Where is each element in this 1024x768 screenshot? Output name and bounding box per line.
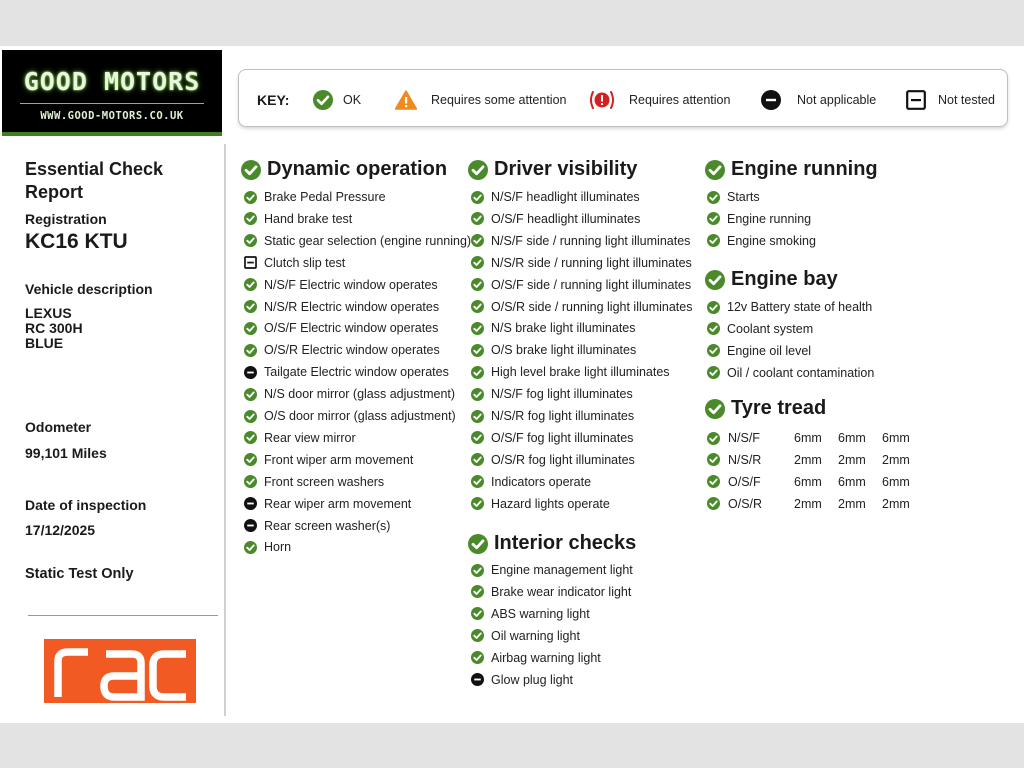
check-item <box>471 210 640 228</box>
ok-icon <box>244 410 257 423</box>
section-heading <box>705 158 878 181</box>
ok-icon <box>707 497 720 510</box>
check-item-label: Static gear selection (engine running) <box>264 233 472 248</box>
check-item <box>244 341 440 359</box>
ok-icon <box>707 212 720 225</box>
check-item-label: O/S/F Electric window operates <box>264 321 439 336</box>
check-item <box>471 298 692 316</box>
check-item-label: Rear screen washer(s) <box>264 518 391 533</box>
check-item-label: Horn <box>264 540 292 555</box>
check-item <box>244 517 390 535</box>
check-item <box>244 363 449 381</box>
ok-icon <box>244 431 257 444</box>
check-item-label: ABS warning light <box>491 606 590 621</box>
ok-icon <box>471 278 484 291</box>
panel-separator <box>28 615 218 616</box>
vehicle-description-label: Vehicle description <box>25 281 153 297</box>
vehicle-colour: BLUE <box>25 335 64 351</box>
tyre-tread-row <box>707 495 926 513</box>
check-item <box>471 561 633 579</box>
check-item <box>244 538 291 556</box>
check-item-label: Oil warning light <box>491 628 580 643</box>
check-item <box>471 495 610 513</box>
check-item-label: O/S/F side / running light illuminates <box>491 277 692 292</box>
not-applicable-icon <box>244 497 257 510</box>
key-not-applicable-label: Not applicable <box>797 93 877 107</box>
tread-depth: 6mm <box>838 431 866 445</box>
check-item <box>471 583 631 601</box>
ok-icon <box>471 453 484 466</box>
check-item-label: 12v Battery state of health <box>727 300 873 314</box>
section-title: Dynamic operation <box>267 158 448 180</box>
check-item-label: N/S/R side / running light illuminates <box>491 255 692 270</box>
not-tested-icon <box>906 90 926 110</box>
ok-icon <box>244 212 257 225</box>
check-item-label: Rear wiper arm movement <box>264 496 412 511</box>
check-item-label: Clutch slip test <box>264 255 346 270</box>
rac-logo <box>44 639 196 703</box>
section-title: Driver visibility <box>494 158 638 180</box>
check-item-label: N/S/F headlight illuminates <box>491 190 640 204</box>
ok-icon <box>468 534 488 554</box>
section-title: Engine bay <box>731 268 838 290</box>
warning-icon <box>395 90 417 110</box>
logo-title: GOOD MOTORS <box>23 67 201 96</box>
ok-icon <box>471 564 484 577</box>
ok-icon <box>707 301 720 314</box>
check-item <box>707 210 811 228</box>
check-item <box>244 407 456 425</box>
check-item-label: Front wiper arm movement <box>264 452 414 467</box>
ok-icon <box>707 322 720 335</box>
ok-icon <box>471 497 484 510</box>
check-item-label: Engine management light <box>491 563 633 577</box>
tread-depth: 6mm <box>882 431 910 445</box>
report-sheet <box>0 46 1024 723</box>
odometer-value: 99,101 Miles <box>25 445 107 461</box>
tread-depth: 2mm <box>794 496 822 511</box>
alert-icon <box>589 89 615 111</box>
registration-label: Registration <box>25 211 107 227</box>
ok-icon <box>241 160 261 180</box>
ok-icon <box>471 322 484 335</box>
check-item-label: Brake wear indicator light <box>491 584 632 599</box>
check-item-label: Coolant system <box>727 321 814 336</box>
ok-icon <box>244 475 257 488</box>
check-item-label: N/S/R fog light illuminates <box>491 409 635 423</box>
check-item <box>471 385 633 403</box>
check-item <box>471 671 573 689</box>
tread-depth: 6mm <box>794 474 822 489</box>
ok-icon <box>471 300 484 313</box>
tread-depth: 2mm <box>838 452 866 467</box>
check-item <box>471 341 636 359</box>
check-item-label: Indicators operate <box>491 474 592 489</box>
key-item-alert <box>589 89 730 111</box>
key-item-not-tested <box>906 89 995 111</box>
check-item <box>707 232 816 250</box>
ok-icon <box>707 453 720 466</box>
check-item <box>244 210 352 228</box>
check-item-label: High level brake light illuminates <box>491 365 670 380</box>
check-item <box>707 188 760 206</box>
ok-icon <box>468 160 488 180</box>
section-heading <box>468 158 637 181</box>
check-item <box>471 363 670 381</box>
section-title: Engine running <box>731 158 878 180</box>
key-item-warning <box>395 89 567 111</box>
key-ok-label: OK <box>343 93 362 107</box>
static-test-note: Static Test Only <box>25 566 134 582</box>
check-item-label: O/S/R Electric window operates <box>264 343 440 358</box>
column-divider <box>224 144 226 716</box>
ok-icon <box>244 191 257 204</box>
check-item <box>471 649 601 667</box>
ok-icon <box>471 585 484 598</box>
section-title: Tyre tread <box>731 397 827 419</box>
tyre-position: O/S/F <box>728 474 761 489</box>
check-item-label: Starts <box>727 190 760 204</box>
ok-icon <box>707 191 720 204</box>
check-item-label: Hand brake test <box>264 211 353 226</box>
tread-depth: 6mm <box>794 431 822 445</box>
key-not-tested-label: Not tested <box>938 93 995 107</box>
check-item-label: Engine running <box>727 211 812 226</box>
vehicle-model: RC 300H <box>25 320 83 336</box>
logo-rule <box>20 103 204 104</box>
tread-depth: 2mm <box>838 496 866 511</box>
check-item <box>471 429 633 447</box>
ok-icon <box>244 322 257 335</box>
check-item-label: N/S door mirror (glass adjustment) <box>264 387 456 402</box>
registration-value: KC16 KTU <box>25 230 128 253</box>
tread-depth: 2mm <box>794 452 822 467</box>
check-item <box>707 298 872 316</box>
check-item <box>471 254 692 272</box>
key-warning-label: Requires some attention <box>431 93 567 107</box>
check-item <box>244 495 411 513</box>
ok-icon <box>471 344 484 357</box>
section-heading <box>241 158 447 181</box>
ok-icon <box>705 270 725 290</box>
check-item-label: Oil / coolant contamination <box>727 365 875 380</box>
check-item-label: N/S/R Electric window operates <box>264 299 440 314</box>
key-item-ok <box>313 89 361 111</box>
check-item-label: O/S brake light illuminates <box>491 343 637 358</box>
check-item <box>244 298 439 316</box>
check-item <box>471 407 634 425</box>
ok-icon <box>707 366 720 379</box>
tyre-position: N/S/F <box>728 431 760 445</box>
check-item <box>244 254 345 272</box>
check-item <box>471 627 580 645</box>
section-title: Interior checks <box>494 532 637 554</box>
check-item <box>471 319 636 337</box>
ok-icon <box>705 160 725 180</box>
check-item-label: Engine smoking <box>727 233 816 248</box>
check-item <box>244 276 438 294</box>
check-item-label: N/S brake light illuminates <box>491 321 636 336</box>
ok-icon <box>471 191 484 204</box>
check-item <box>244 451 413 469</box>
ok-icon <box>471 410 484 423</box>
check-item <box>244 473 384 491</box>
check-item <box>244 385 455 403</box>
ok-icon <box>471 234 484 247</box>
check-item <box>707 320 813 338</box>
key-alert-label: Requires attention <box>629 93 731 107</box>
check-item-label: N/S/F fog light illuminates <box>491 387 633 402</box>
check-item <box>244 232 471 250</box>
section-heading <box>705 268 838 291</box>
ok-icon <box>471 212 484 225</box>
check-item <box>471 276 691 294</box>
good-motors-logo <box>2 50 222 136</box>
tyre-tread-row <box>707 473 926 491</box>
tread-depth: 2mm <box>882 452 910 467</box>
ok-icon <box>707 234 720 247</box>
check-item-label: Tailgate Electric window operates <box>264 365 449 380</box>
tread-depth: 6mm <box>882 474 910 489</box>
tread-depth: 6mm <box>838 474 866 489</box>
ok-icon <box>244 300 257 313</box>
ok-icon <box>707 475 720 488</box>
ok-icon <box>244 453 257 466</box>
inspection-date-label: Date of inspection <box>25 497 147 513</box>
ok-icon <box>471 629 484 642</box>
check-item <box>471 232 690 250</box>
check-item-label: O/S/R side / running light illuminates <box>491 299 693 314</box>
ok-icon <box>471 366 484 379</box>
check-item-label: O/S/F fog light illuminates <box>491 430 634 445</box>
logo-accent-bar <box>2 132 222 136</box>
key-label: KEY: <box>257 92 290 108</box>
inspection-date-value: 17/12/2025 <box>25 522 96 538</box>
ok-icon <box>705 399 725 419</box>
check-item-label: N/S/F side / running light illuminates <box>491 233 691 248</box>
tyre-tread-row <box>707 451 926 469</box>
check-item-label: Brake Pedal Pressure <box>264 190 386 204</box>
tread-depth: 2mm <box>882 496 910 511</box>
not-applicable-icon <box>244 519 257 532</box>
check-item-label: O/S/F headlight illuminates <box>491 211 641 226</box>
ok-icon <box>244 234 257 247</box>
ok-icon <box>244 388 257 401</box>
key-item-not-applicable <box>761 89 876 111</box>
not-tested-icon <box>244 256 257 269</box>
report-title: Essential Check Report <box>25 159 164 202</box>
odometer-label: Odometer <box>25 419 92 435</box>
ok-icon <box>707 432 720 445</box>
check-item <box>707 364 874 382</box>
ok-icon <box>244 278 257 291</box>
section-heading <box>705 397 826 420</box>
check-item-label: Glow plug light <box>491 672 573 687</box>
check-item-label: N/S/F Electric window operates <box>264 277 438 292</box>
ok-icon <box>707 344 720 357</box>
ok-icon <box>313 90 333 110</box>
check-item-label: Front screen washers <box>264 474 385 489</box>
ok-icon <box>471 651 484 664</box>
ok-icon <box>471 256 484 269</box>
ok-icon <box>471 388 484 401</box>
vehicle-make: LEXUS <box>25 305 72 321</box>
ok-icon <box>471 607 484 620</box>
not-applicable-icon <box>244 366 257 379</box>
check-item <box>471 188 640 206</box>
check-item <box>707 342 811 360</box>
check-item <box>471 451 635 469</box>
not-applicable-icon <box>471 673 484 686</box>
logo-url: WWW.GOOD-MOTORS.CO.UK <box>40 110 184 122</box>
ok-icon <box>244 541 257 554</box>
status-key <box>238 69 1008 127</box>
tyre-tread-row <box>707 429 926 447</box>
check-item <box>244 188 386 206</box>
check-item-label: O/S/R fog light illuminates <box>491 452 635 467</box>
check-item <box>244 319 438 337</box>
check-item <box>244 429 356 447</box>
ok-icon <box>471 431 484 444</box>
check-item-label: O/S door mirror (glass adjustment) <box>264 409 456 423</box>
tyre-position: O/S/R <box>728 496 763 511</box>
ok-icon <box>471 475 484 488</box>
check-item-label: Engine oil level <box>727 343 812 358</box>
check-item <box>471 605 590 623</box>
ok-icon <box>244 344 257 357</box>
check-item-label: Hazard lights operate <box>491 496 610 511</box>
check-item-label: Airbag warning light <box>491 650 601 665</box>
tyre-position: N/S/R <box>728 452 762 467</box>
not-applicable-icon <box>761 90 781 110</box>
check-item <box>471 473 591 491</box>
section-heading <box>468 532 636 555</box>
check-item-label: Rear view mirror <box>264 430 356 445</box>
